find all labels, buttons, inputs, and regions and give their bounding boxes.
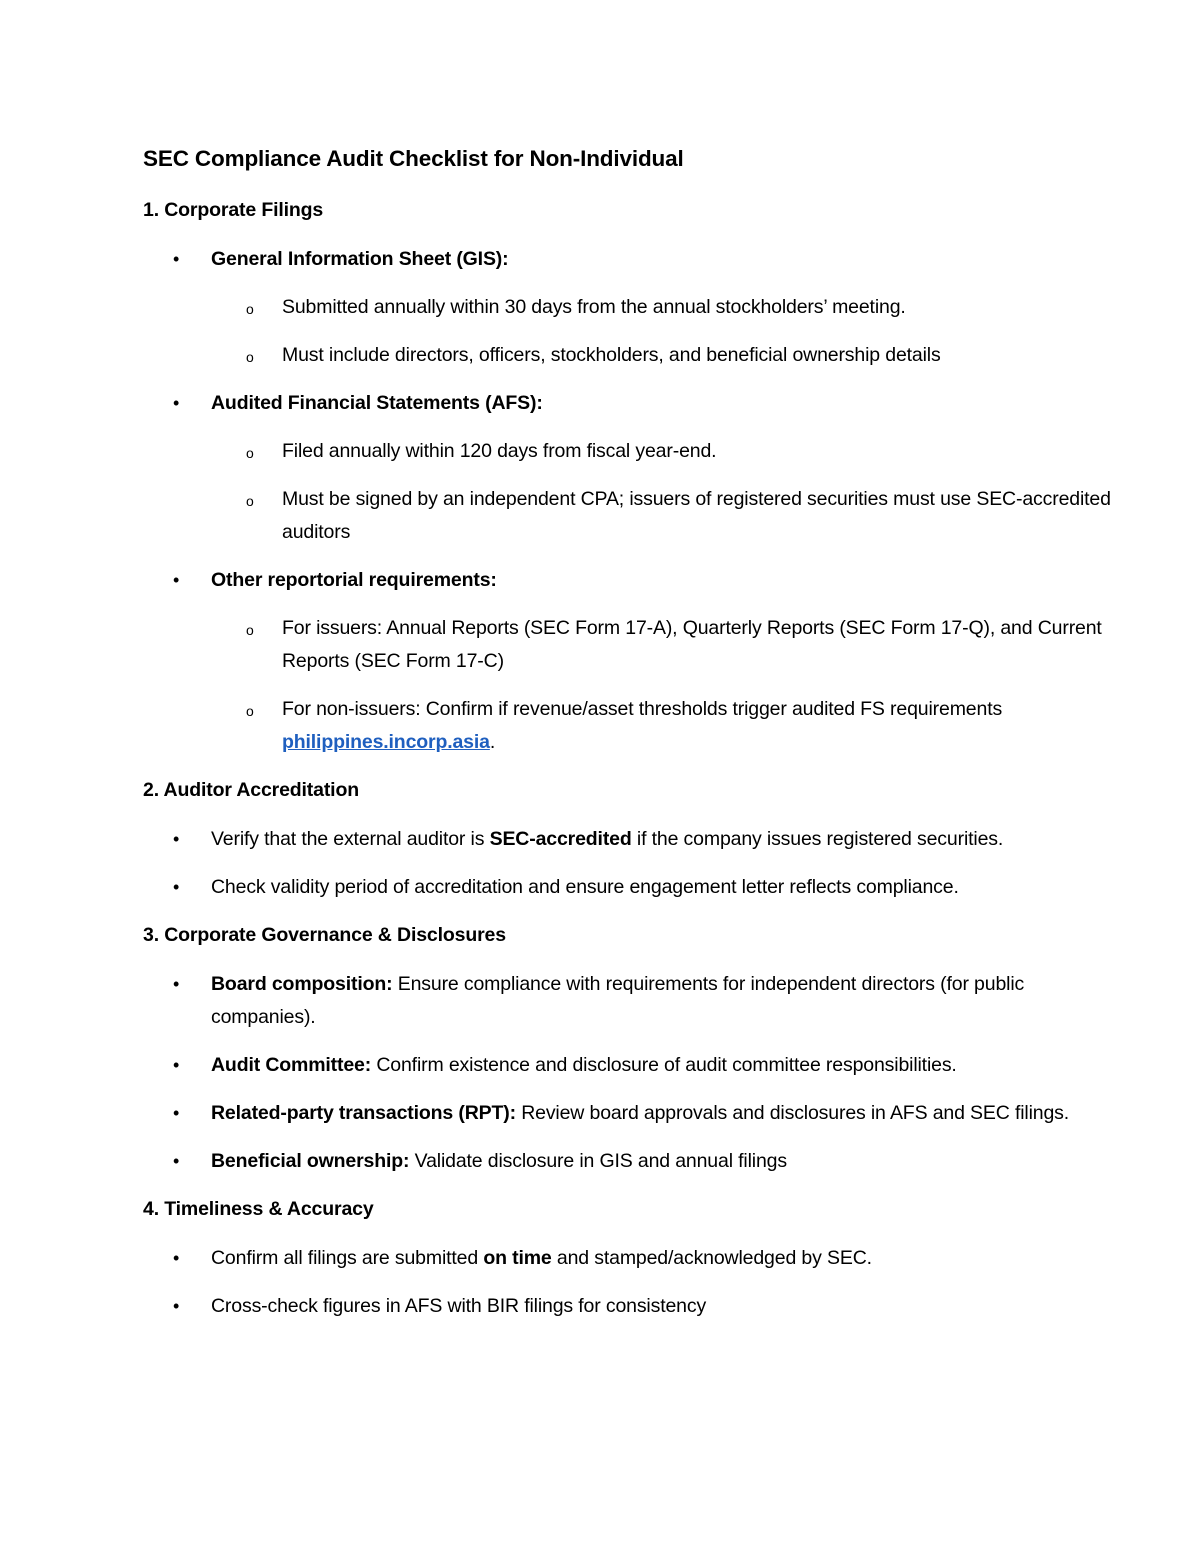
sub-list-item xyxy=(211,291,1154,324)
corporate-filings-list xyxy=(143,243,1111,759)
sub-bullet-icon: o xyxy=(246,301,254,317)
list-item xyxy=(143,823,1083,856)
item-emphasis: on time xyxy=(483,1247,552,1269)
sub-bullet-icon: o xyxy=(246,349,254,365)
bullet-icon: • xyxy=(173,249,180,269)
other-reportorial-subitems xyxy=(211,612,1102,759)
list-item xyxy=(143,1290,1083,1323)
item-label: Audited Financial Statements (AFS): xyxy=(211,392,543,414)
item-text: Cross-check figures in AFS with BIR filings for consistency xyxy=(211,1295,707,1317)
item-text: Validate disclosure in GIS and annual filings xyxy=(409,1150,787,1172)
item-text: Verify that the external auditor is xyxy=(211,828,490,850)
section-heading-corporate-filings: 1. Corporate Filings xyxy=(143,199,324,221)
sub-bullet-icon: o xyxy=(246,703,254,719)
item-text: Confirm all filings are submitted xyxy=(211,1247,484,1269)
section-heading-auditor-accreditation: 2. Auditor Accreditation xyxy=(143,779,359,801)
item-text: if the company issues registered securities. xyxy=(631,828,1004,850)
item-emphasis: SEC-accredited xyxy=(489,828,632,850)
afs-subitems xyxy=(211,435,1111,549)
bullet-icon: • xyxy=(173,1151,180,1171)
item-label: General Information Sheet (GIS): xyxy=(211,248,509,270)
sub-item-text: Must be signed by an independent CPA; issuers of registered securities must use SEC-accredited auditors xyxy=(282,488,1111,543)
timeliness-accuracy-list xyxy=(143,1242,1083,1323)
item-label: Audit Committee: xyxy=(211,1054,372,1076)
sub-bullet-icon: o xyxy=(246,493,254,509)
document-title: SEC Compliance Audit Checklist for Non-Individual xyxy=(143,146,684,171)
bullet-icon: • xyxy=(173,1103,180,1123)
bullet-icon: • xyxy=(173,974,180,994)
gis-subitems xyxy=(211,291,1083,372)
sub-item-text: Must include directors, officers, stockholders, and beneficial ownership details xyxy=(282,344,941,366)
sub-list-item xyxy=(211,612,1154,678)
list-item xyxy=(143,1097,1083,1130)
bullet-icon: • xyxy=(173,1055,180,1075)
bullet-icon: • xyxy=(173,829,180,849)
list-item xyxy=(143,1242,1083,1275)
item-label: Other reportorial requirements: xyxy=(211,569,497,591)
bullet-icon: • xyxy=(173,877,180,897)
sub-bullet-icon: o xyxy=(246,445,254,461)
bullet-icon: • xyxy=(173,393,180,413)
sub-bullet-icon: o xyxy=(246,622,254,638)
sub-list-item xyxy=(211,339,1154,372)
sub-list-item xyxy=(211,483,1154,549)
item-text: and stamped/acknowledged by SEC. xyxy=(551,1247,872,1269)
list-item-gis xyxy=(143,243,1083,372)
sub-item-text: For non-issuers: Confirm if revenue/asset thresholds trigger audited FS requirements xyxy=(282,698,1003,720)
item-label: Related-party transactions (RPT): xyxy=(211,1102,516,1124)
sub-list-item xyxy=(211,693,1154,759)
sub-item-text: Submitted annually within 30 days from the annual stockholders’ meeting. xyxy=(282,296,906,318)
section-heading-timeliness-accuracy: 4. Timeliness & Accuracy xyxy=(143,1198,374,1220)
item-text: Review board approvals and disclosures in AFS and SEC filings. xyxy=(515,1102,1070,1124)
list-item xyxy=(143,1145,1083,1178)
sub-item-trailing: . xyxy=(489,731,496,753)
list-item xyxy=(143,871,1083,904)
item-text: Confirm existence and disclosure of audit committee responsibilities. xyxy=(371,1054,957,1076)
corporate-governance-list xyxy=(143,968,1083,1178)
item-text: Ensure compliance with requirements for independent directors (for public companies). xyxy=(211,973,1025,1028)
item-text: Check validity period of accreditation and ensure engagement letter reflects compliance. xyxy=(211,876,959,898)
bullet-icon: • xyxy=(173,570,180,590)
document-body xyxy=(143,140,1111,1338)
bullet-icon: • xyxy=(173,1296,180,1316)
sub-list-item xyxy=(211,435,1154,468)
item-label: Beneficial ownership: xyxy=(211,1150,410,1172)
sub-item-text: Filed annually within 120 days from fiscal year-end. xyxy=(282,440,717,462)
sub-item-text: For issuers: Annual Reports (SEC Form 17-A), Quarterly Reports (SEC Form 17-Q), and Current Reports (SEC Form 17-C) xyxy=(282,617,1102,672)
bullet-icon: • xyxy=(173,1248,180,1268)
auditor-accreditation-list xyxy=(143,823,1083,904)
list-item xyxy=(143,1049,1083,1082)
list-item xyxy=(143,968,1083,1034)
list-item-afs xyxy=(143,387,1111,549)
section-heading-corporate-governance: 3. Corporate Governance & Disclosures xyxy=(143,924,506,946)
source-link[interactable]: philippines.incorp.asia xyxy=(282,731,490,753)
item-label: Board composition: xyxy=(211,973,393,995)
list-item-other-reportorial xyxy=(143,564,1102,759)
